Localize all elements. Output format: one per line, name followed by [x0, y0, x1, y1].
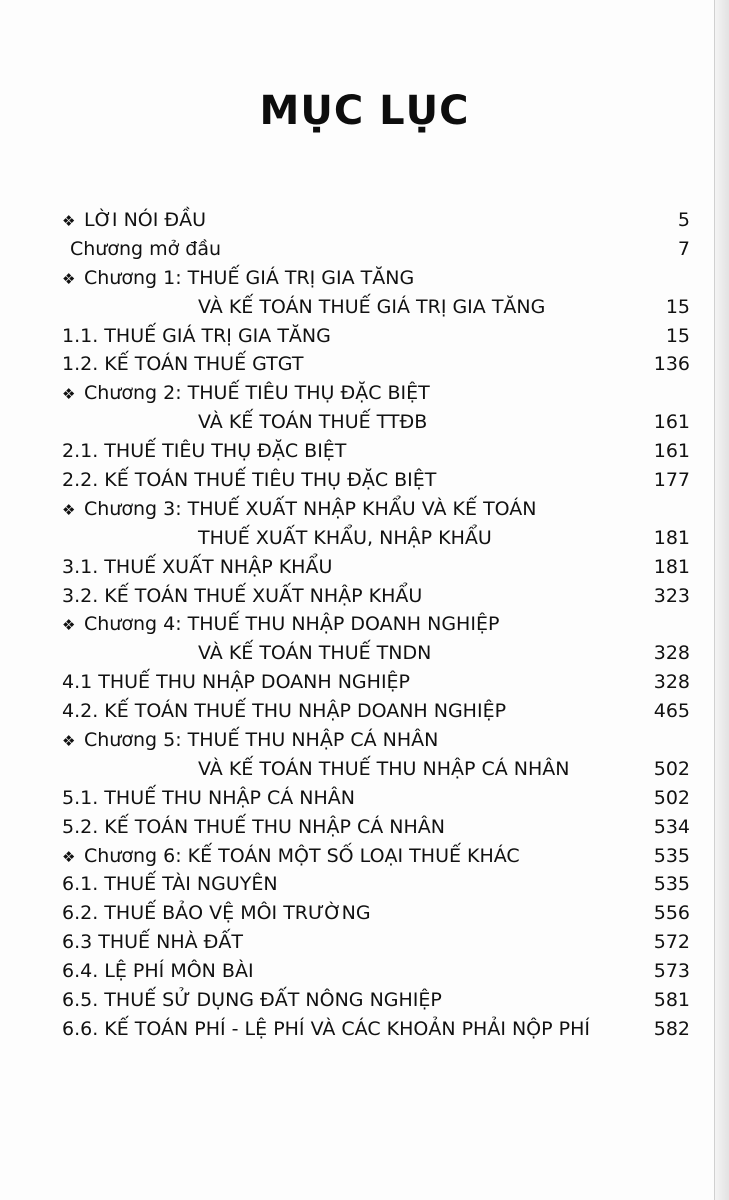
- bullet-icon: ❖: [62, 500, 76, 519]
- bullet-icon: ❖: [62, 269, 76, 288]
- toc-entry: [62, 524, 690, 553]
- toc-entry-page: 181: [653, 555, 690, 578]
- toc-entry-title: VÀ KẾ TOÁN THUẾ TTĐB: [198, 411, 428, 434]
- toc-entry-page: 535: [653, 844, 690, 867]
- toc-entry-title: 1.1. THUẾ GIÁ TRỊ GIA TĂNG: [62, 324, 331, 347]
- toc-entry-page: 556: [653, 902, 690, 925]
- toc-entry: [62, 668, 690, 697]
- toc-entry: [62, 957, 690, 986]
- toc-entry-title: Chương 2: THUẾ TIÊU THỤ ĐẶC BIỆT: [84, 382, 430, 405]
- toc-entry: [62, 379, 690, 408]
- toc-entry-title: VÀ KẾ TOÁN THUẾ GIÁ TRỊ GIA TĂNG: [198, 295, 546, 318]
- toc-entry-title: 6.3 THUẾ NHÀ ĐẤT: [62, 931, 243, 954]
- bullet-icon: ❖: [62, 616, 76, 635]
- toc-entry-page: 5: [677, 209, 690, 231]
- toc-entry: [62, 466, 690, 495]
- toc-entry: [62, 784, 690, 813]
- toc-entry-page: 581: [653, 989, 690, 1012]
- toc-entry: [62, 842, 690, 871]
- toc-entry-page: 15: [665, 295, 690, 318]
- toc-entry-page: 582: [653, 1017, 690, 1040]
- toc-entry-page: 161: [653, 440, 690, 463]
- toc-entry: [62, 755, 690, 784]
- page-title: MỤC LỤC: [259, 88, 470, 134]
- toc-entry: [62, 639, 690, 668]
- toc-entry: [62, 899, 690, 928]
- toc-entry: [62, 553, 690, 582]
- toc-entry-page: 328: [653, 671, 690, 694]
- toc-entry-title: VÀ KẾ TOÁN THUẾ TNDN: [198, 642, 432, 665]
- bullet-icon: ❖: [62, 732, 76, 751]
- bullet-icon: ❖: [62, 212, 76, 230]
- toc-entry: [62, 610, 690, 639]
- toc-entry: [62, 986, 690, 1015]
- toc-entry-title: 5.1. THUẾ THU NHẬP CÁ NHÂN: [62, 786, 355, 809]
- toc-entry-page: 181: [653, 526, 690, 549]
- toc-entry-title: Chương mở đầu: [70, 237, 222, 260]
- toc-entry: [62, 582, 690, 611]
- toc-entry-title: 4.1 THUẾ THU NHẬP DOANH NGHIỆP: [62, 671, 411, 694]
- toc-entry-title: 6.1. THUẾ TÀI NGUYÊN: [62, 873, 278, 896]
- page-edge: [714, 0, 729, 1200]
- toc-entry-title: 6.2. THUẾ BẢO VỆ MÔI TRƯỜNG: [62, 902, 371, 925]
- toc-entry-title: Chương 4: THUẾ THU NHẬP DOANH NGHIỆP: [84, 613, 500, 636]
- toc-entry-title: 3.2. KẾ TOÁN THUẾ XUẤT NHẬP KHẨU: [62, 584, 423, 607]
- toc-entry: [62, 726, 690, 755]
- toc-entry-title: 5.2. KẾ TOÁN THUẾ THU NHẬP CÁ NHÂN: [62, 815, 445, 838]
- toc-entry-title: Chương 1: THUẾ GIÁ TRỊ GIA TĂNG: [84, 266, 415, 289]
- toc-entry: [62, 697, 690, 726]
- toc-entry-title: LỜI NÓI ĐẦU: [84, 209, 207, 231]
- bullet-icon: ❖: [62, 847, 76, 866]
- toc-entry-title: 6.4. LỆ PHÍ MÔN BÀI: [62, 960, 254, 983]
- toc-entry-page: 535: [653, 873, 690, 896]
- toc-entry: [62, 870, 690, 899]
- toc-entry-page: 502: [653, 757, 690, 780]
- toc-entry-title: Chương 6: KẾ TOÁN MỘT SỐ LOẠI THUẾ KHÁC: [84, 844, 520, 867]
- toc-entry: [62, 322, 690, 351]
- toc-entry-page: 534: [653, 815, 690, 838]
- toc-entry: [62, 813, 690, 842]
- toc-entry-page: 136: [653, 353, 690, 376]
- toc-entry-title: 4.2. KẾ TOÁN THUẾ THU NHẬP DOANH NGHIỆP: [62, 700, 507, 723]
- toc-entry-title: VÀ KẾ TOÁN THUẾ THU NHẬP CÁ NHÂN: [198, 757, 570, 780]
- toc-entry: [62, 928, 690, 957]
- toc-entry-title: 6.6. KẾ TOÁN PHÍ - LỆ PHÍ VÀ CÁC KHOẢN PHẢI NỘP PHÍ: [62, 1017, 590, 1040]
- toc-entry-page: 323: [653, 584, 690, 607]
- toc-entry-page: 572: [653, 931, 690, 954]
- toc-entry-title: 2.1. THUẾ TIÊU THỤ ĐẶC BIỆT: [62, 440, 347, 463]
- toc-entry: [62, 1015, 690, 1044]
- toc-entry: [62, 408, 690, 437]
- toc-entry: [62, 437, 690, 466]
- toc-entry-page: 502: [653, 786, 690, 809]
- toc-entry-title: 1.2. KẾ TOÁN THUẾ GTGT: [62, 353, 304, 376]
- toc-entry: [62, 495, 690, 524]
- toc-entry-page: 328: [653, 642, 690, 665]
- toc-entry-title: 6.5. THUẾ SỬ DỤNG ĐẤT NÔNG NGHIỆP: [62, 989, 442, 1012]
- toc-entry: [62, 350, 690, 379]
- toc-entry-title: 2.2. KẾ TOÁN THUẾ TIÊU THỤ ĐẶC BIỆT: [62, 469, 437, 492]
- toc-entry-title: THUẾ XUẤT KHẨU, NHẬP KHẨU: [198, 526, 492, 549]
- toc-entry-title: 3.1. THUẾ XUẤT NHẬP KHẨU: [62, 555, 333, 578]
- toc-entry-page: 15: [665, 324, 690, 347]
- toc-entry: [62, 293, 690, 322]
- bullet-icon: ❖: [62, 385, 76, 404]
- toc-entry-page: 177: [653, 469, 690, 492]
- toc-entry: [62, 264, 690, 293]
- table-of-contents: [62, 206, 690, 1044]
- toc-entry-page: 161: [653, 411, 690, 434]
- toc-entry: [62, 206, 690, 235]
- toc-entry-page: 573: [653, 960, 690, 983]
- toc-entry: [62, 235, 690, 264]
- toc-entry-page: 465: [653, 700, 690, 723]
- toc-entry-page: 7: [677, 237, 690, 260]
- toc-entry-title: Chương 3: THUẾ XUẤT NHẬP KHẨU VÀ KẾ TOÁN: [84, 497, 537, 520]
- toc-entry-title: Chương 5: THUẾ THU NHẬP CÁ NHÂN: [84, 729, 439, 752]
